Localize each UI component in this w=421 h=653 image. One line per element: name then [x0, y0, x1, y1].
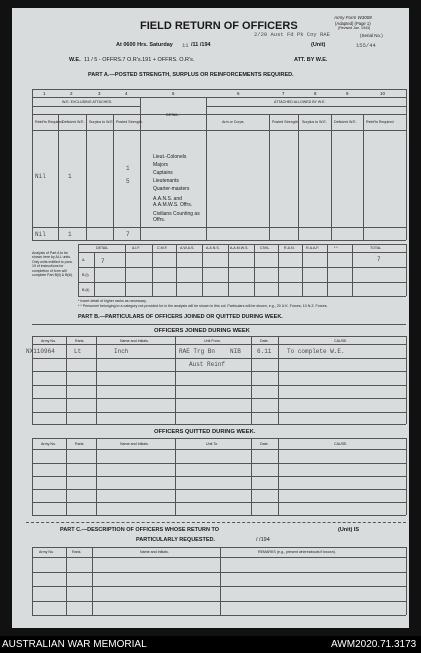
grid-line [327, 244, 328, 296]
grid-line [66, 438, 67, 515]
grid-line [32, 438, 406, 439]
grid-line [66, 547, 67, 615]
rank-label: Civilians Counting as Offrs. [153, 211, 200, 223]
col-number: 1 [43, 91, 46, 96]
rank-label: A.A.N.S. and A.A.M.W.S. Offrs. [153, 196, 193, 208]
quitted-header: Unit To. [206, 442, 219, 446]
reinf-required-value: Nil [35, 173, 46, 180]
col-number: 2 [70, 91, 73, 96]
col-number: 9 [346, 91, 349, 96]
footnote: * Insert detail of higher ranks as necessary. [78, 299, 147, 303]
grid-line [302, 244, 303, 296]
grid-line [352, 244, 353, 296]
joined-unit-from: NIB [230, 348, 241, 355]
joined-header: Date. [260, 339, 269, 343]
joined-name: Inch [114, 348, 129, 355]
rank-label: Captains [153, 170, 173, 176]
quitted-header: CAUSE. [334, 442, 348, 446]
col-number: 5 [172, 91, 175, 96]
grid-line [92, 547, 93, 615]
total-value: 1 [68, 231, 72, 238]
at-hours-label: At 0600 Hrs. Saturday [116, 42, 173, 48]
grid-line [220, 547, 221, 615]
analysis-header: TOTAL [370, 246, 382, 250]
quitted-header: Rank. [75, 442, 85, 446]
grid-line [32, 344, 406, 345]
joined-title: OFFICERS JOINED DURING WEEK [154, 328, 250, 334]
grid-line [32, 572, 406, 573]
analysis-header: DETAIL [96, 246, 109, 250]
grid-line [32, 463, 406, 464]
col-number: 8 [314, 91, 317, 96]
joined-unit-from: Aust Reinf [189, 361, 226, 368]
grid-line [32, 89, 33, 240]
army-form-label: Army Form W3008 [334, 15, 372, 20]
grid-line [96, 336, 97, 424]
grid-line [78, 267, 406, 268]
joined-header: Army No. [41, 339, 56, 343]
analysis-header: A.W.A.S. [180, 246, 195, 250]
grid-line [125, 244, 126, 296]
rank-label: Lieut.-Colonels [153, 154, 187, 160]
grid-line [228, 244, 229, 296]
grid-line [113, 114, 114, 240]
joined-unit-from: RAE Trg Bn [179, 348, 216, 355]
grid-line [406, 89, 407, 240]
joined-army-no: NX110964 [26, 348, 55, 355]
grid-line [94, 252, 95, 296]
joined-date: 6.11 [257, 348, 272, 355]
grid-line [32, 412, 406, 413]
footnote: * * Personnel belonging to a category not provided for in the analysis will be shown in this col. Particulars will be shown, e.g., 20 U.K. Forces; 10 N.Z. Forces. [78, 304, 328, 308]
grid-line [331, 114, 332, 240]
rank-label: Quarter-masters [153, 186, 190, 192]
grid-line [140, 97, 141, 240]
analysis-aif-value: 7 [101, 258, 105, 265]
grid-line [66, 336, 67, 424]
grid-line [32, 227, 406, 228]
rank-label: Lieutenants [153, 178, 179, 184]
analysis-total-value: 7 [377, 256, 381, 263]
grid-line [78, 244, 79, 296]
part-a-title: PART A.—POSTED STRENGTH, SURPLUS OR REINFORCEMENTS REQUIRED. [88, 72, 294, 78]
perforation-line [26, 522, 406, 523]
grid-line [32, 502, 406, 503]
grid-line [278, 336, 279, 424]
total-value: 7 [126, 231, 130, 238]
grid-line [206, 106, 406, 107]
subheader: Posted Strength. [272, 120, 299, 124]
grid-line [254, 244, 255, 296]
part-c-requested: PARTICULARLY REQUESTED. [136, 537, 216, 543]
col-number: 10 [380, 91, 386, 96]
grid-line [32, 489, 406, 490]
joined-header: Unit From. [204, 339, 221, 343]
we-label: W.E. [69, 57, 81, 63]
grid-line [32, 515, 406, 516]
subheader: Posted Strength. [116, 120, 143, 124]
grid-line [32, 557, 406, 558]
part-c-unit-is: (Unit) IS [338, 527, 360, 533]
col-number: 7 [282, 91, 285, 96]
subheader: Reinf'ts Required. [366, 120, 395, 124]
grid-line [406, 336, 407, 424]
serial-typed: 155/44 [356, 42, 376, 49]
part-b-title: PART B.—PARTICULARS OF OFFICERS JOINED OR QUITTED DURING WEEK. [78, 314, 283, 320]
grid-line [32, 438, 33, 515]
grid-line [32, 106, 140, 107]
col-number: 3 [98, 91, 101, 96]
analysis-header: R.A.A.F. [306, 246, 320, 250]
part-c-header: Army No. [39, 550, 54, 554]
grid-line [269, 114, 270, 240]
grid-line [78, 296, 406, 297]
form-title: FIELD RETURN OF OFFICERS [140, 20, 298, 32]
grid-line [298, 114, 299, 240]
grid-line [32, 586, 406, 587]
grid-line [32, 449, 406, 450]
grid-line [78, 252, 406, 253]
grid-line [32, 130, 406, 131]
date-typed: 11 [182, 42, 189, 49]
quitted-header: Name and Initials. [120, 442, 149, 446]
we-entries: 11 / 5 - OFFRS.7 O.R's.191 + OFFRS. O.R's. [84, 57, 195, 63]
grid-line [32, 114, 406, 115]
subheader: Surplus to W.E. [302, 120, 327, 124]
posted-strength-value: 5 [126, 178, 130, 185]
grid-line [86, 114, 87, 240]
analysis-header: A.A.M.W.S. [230, 246, 249, 250]
grid-line [278, 244, 279, 296]
part-c-date-blank: / /194 [256, 537, 270, 543]
part-c-header: Rank. [72, 550, 82, 554]
grid-line [32, 324, 406, 325]
col-number: 6 [237, 91, 240, 96]
col-number: 4 [125, 91, 128, 96]
form-sheet [12, 8, 409, 628]
grid-line [406, 244, 407, 296]
unit-typed: 2/20 Aust Fd Pk Coy RAE [254, 31, 330, 38]
adapted-label: (Adapted) (Page 1) [335, 21, 371, 26]
grid-line [32, 97, 406, 98]
grid-line [32, 336, 406, 337]
analysis-row-label: B.(ii) [82, 288, 90, 292]
quitted-header: Date. [260, 442, 269, 446]
analysis-header: A.I.F. [132, 246, 141, 250]
grid-line [32, 601, 406, 602]
part-c-header: Name and Initials. [140, 550, 169, 554]
analysis-header: R.A.N. [284, 246, 295, 250]
grid-line [278, 438, 279, 515]
grid-line [32, 547, 406, 548]
grid-line [32, 385, 406, 386]
grid-line [32, 547, 33, 615]
joined-header: Rank. [75, 339, 85, 343]
attached-allowed-header: ATTACHED ALLOWED BY W.E. [274, 100, 326, 104]
analysis-note: Analysis of Part A to be shown here by ALL units. Only units entitled to para. 19 of instructions for completion of form will complete Part B(ii) & B(iii). [32, 251, 74, 278]
subheader: Deficient W.E. [62, 120, 85, 124]
grid-line [32, 89, 406, 90]
subheader: Arm or Corps. [222, 120, 245, 124]
date-mid: /11 /194 [191, 42, 211, 48]
analysis-header: C.M.F. [157, 246, 168, 250]
rank-label: Majors [153, 162, 169, 168]
grid-line [58, 114, 59, 240]
total-value: Nil [35, 231, 46, 238]
grid-line [32, 358, 406, 359]
grid-line [32, 476, 406, 477]
grid-line [32, 398, 406, 399]
grid-line [96, 438, 97, 515]
part-c-title: PART C.—DESCRIPTION OF OFFICERS WHOSE RETURN TO [60, 527, 219, 533]
we-excluding-header: W.E. EXCLUDING ATTACHED. [62, 100, 113, 104]
grid-line [78, 282, 406, 283]
grid-line [32, 371, 406, 372]
quitted-title: OFFICERS QUITTED DURING WEEK. [154, 429, 256, 435]
joined-header: CAUSE. [334, 339, 348, 343]
quitted-header: Army No. [41, 442, 56, 446]
deficient-value: 1 [68, 173, 72, 180]
grid-line [406, 438, 407, 515]
grid-line [32, 424, 406, 425]
serial-no-label: (Serial No.) [360, 33, 383, 38]
footer-institution: AUSTRALIAN WAR MEMORIAL [2, 639, 147, 650]
grid-line [406, 547, 407, 615]
analysis-row-label: A. [82, 258, 86, 262]
grid-line [176, 244, 177, 296]
joined-rank: Lt [74, 348, 82, 355]
analysis-header: CIVIL. [260, 246, 270, 250]
analysis-row-label: B.(i) [82, 273, 89, 277]
joined-cause: To complete W.E. [287, 348, 345, 355]
grid-line [175, 336, 176, 424]
subheader: DETAIL. [166, 113, 180, 117]
subheader: Surplus to W.E. [89, 120, 114, 124]
grid-line [152, 244, 153, 296]
grid-line [251, 336, 252, 424]
analysis-header: * * [334, 246, 338, 250]
grid-line [251, 438, 252, 515]
unit-label: (Unit) [311, 42, 326, 48]
analysis-header: A.A.N.S. [206, 246, 220, 250]
subheader: Reinf'ts Required. [35, 120, 64, 124]
grid-line [32, 240, 406, 241]
grid-line [32, 615, 406, 616]
att-by-we-label: ATT. BY W.E. [294, 57, 328, 63]
subheader: Deficient W.E. [334, 120, 357, 124]
part-c-header: REMARKS (e.g., present whereabouts if known). [258, 550, 336, 554]
grid-line [78, 244, 406, 245]
grid-line [175, 438, 176, 515]
revised-label: (Revised Jan. 1943) [338, 26, 371, 30]
footer-accession: AWM2020.71.3173 [331, 639, 417, 650]
posted-strength-value: 1 [126, 165, 130, 172]
archive-footer [0, 636, 421, 653]
grid-line [202, 244, 203, 296]
joined-header: Name and Initials. [120, 339, 149, 343]
grid-line [363, 114, 364, 240]
